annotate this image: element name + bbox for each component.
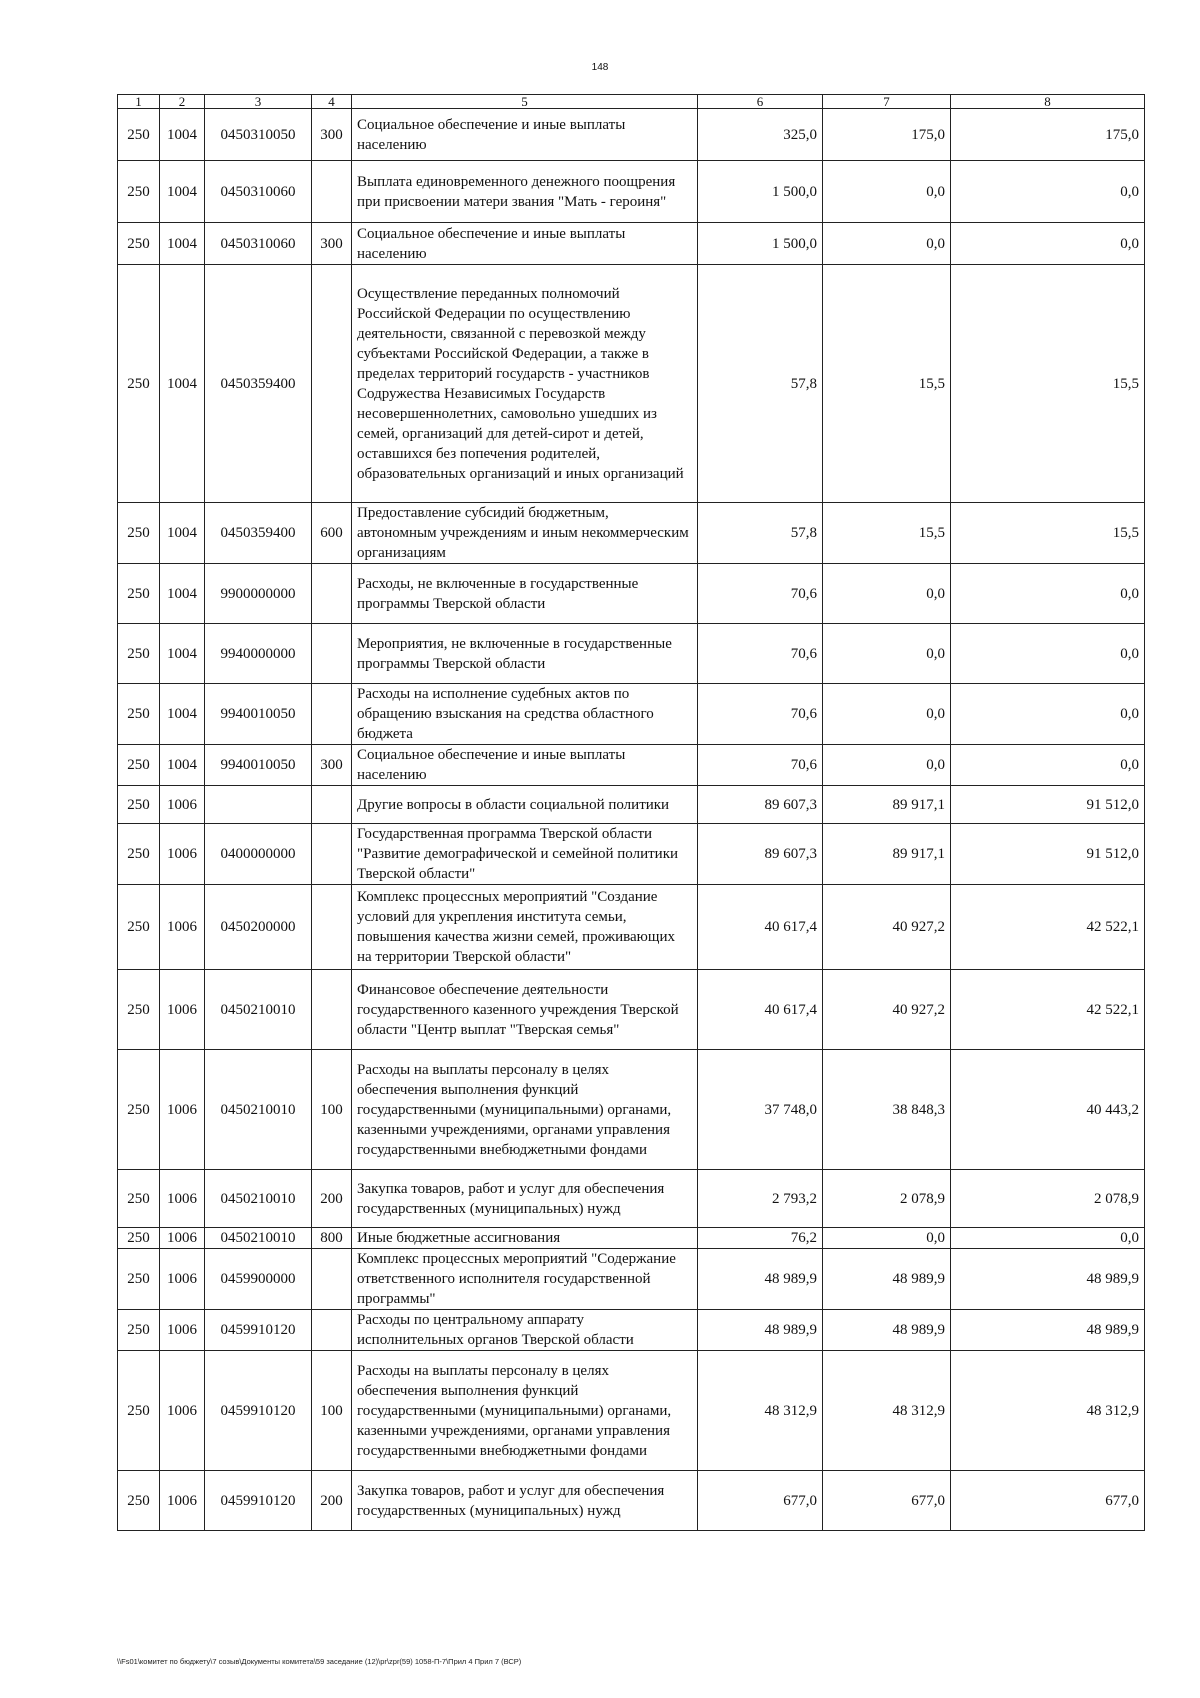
grbs-code-cell: 250 <box>118 684 160 745</box>
amount-col6-cell: 677,0 <box>698 1471 823 1531</box>
grbs-code-cell: 250 <box>118 885 160 970</box>
amount-col7-cell: 0,0 <box>823 1228 951 1249</box>
amount-col6-cell: 76,2 <box>698 1228 823 1249</box>
amount-col7-cell: 89 917,1 <box>823 786 951 824</box>
expense-type-cell <box>312 1310 352 1351</box>
amount-col6-cell: 2 793,2 <box>698 1170 823 1228</box>
target-article-cell: 0450210010 <box>205 1228 312 1249</box>
section-code-cell: 1006 <box>160 1310 205 1351</box>
table-row <box>118 1310 1145 1351</box>
amount-col6-cell: 325,0 <box>698 109 823 161</box>
expense-type-cell <box>312 265 352 503</box>
amount-col8-cell: 15,5 <box>951 503 1145 564</box>
grbs-code-cell: 250 <box>118 1050 160 1170</box>
amount-col6-cell: 70,6 <box>698 624 823 684</box>
amount-col8-cell: 0,0 <box>951 161 1145 223</box>
expense-type-cell: 100 <box>312 1351 352 1471</box>
amount-col7-cell: 48 989,9 <box>823 1249 951 1310</box>
description-cell: Государственная программа Тверской области "Развитие демографической и семейной политики Тверской области" <box>352 824 698 885</box>
grbs-code-cell: 250 <box>118 745 160 786</box>
grbs-code-cell: 250 <box>118 970 160 1050</box>
description-cell: Финансовое обеспечение деятельности государственного казенного учреждения Тверской области "Центр выплат "Тверская семья" <box>352 970 698 1050</box>
section-code-cell: 1006 <box>160 1249 205 1310</box>
description-cell: Иные бюджетные ассигнования <box>352 1228 698 1249</box>
section-code-cell: 1004 <box>160 161 205 223</box>
amount-col6-cell: 89 607,3 <box>698 824 823 885</box>
table-row <box>118 885 1145 970</box>
amount-col8-cell: 0,0 <box>951 624 1145 684</box>
table-row <box>118 109 1145 161</box>
amount-col6-cell: 48 989,9 <box>698 1249 823 1310</box>
column-header: 6 <box>698 95 823 109</box>
target-article-cell: 0450359400 <box>205 265 312 503</box>
description-cell: Комплекс процессных мероприятий "Создание условий для укрепления института семьи, повышения качества жизни семей, проживающих на территории Тверской области" <box>352 885 698 970</box>
amount-col7-cell: 89 917,1 <box>823 824 951 885</box>
amount-col8-cell: 48 989,9 <box>951 1310 1145 1351</box>
amount-col6-cell: 40 617,4 <box>698 970 823 1050</box>
amount-col6-cell: 48 312,9 <box>698 1351 823 1471</box>
table-row <box>118 1351 1145 1471</box>
section-code-cell: 1006 <box>160 1170 205 1228</box>
grbs-code-cell: 250 <box>118 1249 160 1310</box>
section-code-cell: 1004 <box>160 109 205 161</box>
description-cell: Закупка товаров, работ и услуг для обеспечения государственных (муниципальных) нужд <box>352 1471 698 1531</box>
amount-col7-cell: 0,0 <box>823 745 951 786</box>
section-code-cell: 1006 <box>160 885 205 970</box>
column-header: 2 <box>160 95 205 109</box>
grbs-code-cell: 250 <box>118 786 160 824</box>
target-article-cell: 0459910120 <box>205 1351 312 1471</box>
description-cell: Мероприятия, не включенные в государственные программы Тверской области <box>352 624 698 684</box>
grbs-code-cell: 250 <box>118 1228 160 1249</box>
amount-col7-cell: 48 312,9 <box>823 1351 951 1471</box>
grbs-code-cell: 250 <box>118 265 160 503</box>
column-header: 4 <box>312 95 352 109</box>
expense-type-cell <box>312 161 352 223</box>
description-cell: Предоставление субсидий бюджетным, автономным учреждениям и иным некоммерческим организациям <box>352 503 698 564</box>
target-article-cell <box>205 786 312 824</box>
target-article-cell: 0450310060 <box>205 161 312 223</box>
target-article-cell: 9940000000 <box>205 624 312 684</box>
expense-type-cell <box>312 624 352 684</box>
amount-col8-cell: 91 512,0 <box>951 786 1145 824</box>
section-code-cell: 1006 <box>160 786 205 824</box>
amount-col7-cell: 175,0 <box>823 109 951 161</box>
description-cell: Расходы, не включенные в государственные программы Тверской области <box>352 564 698 624</box>
amount-col8-cell: 48 312,9 <box>951 1351 1145 1471</box>
amount-col7-cell: 0,0 <box>823 624 951 684</box>
expense-type-cell <box>312 564 352 624</box>
grbs-code-cell: 250 <box>118 1170 160 1228</box>
amount-col7-cell: 2 078,9 <box>823 1170 951 1228</box>
amount-col8-cell: 0,0 <box>951 564 1145 624</box>
target-article-cell: 0450210010 <box>205 1050 312 1170</box>
description-cell: Расходы на выплаты персоналу в целях обеспечения выполнения функций государственными (муниципальными) органами, казенными учреждениями, органами управления государственными внебюджетными фондами <box>352 1351 698 1471</box>
table-row <box>118 161 1145 223</box>
description-cell: Другие вопросы в области социальной политики <box>352 786 698 824</box>
section-code-cell: 1004 <box>160 223 205 265</box>
column-header: 5 <box>352 95 698 109</box>
target-article-cell: 0459910120 <box>205 1471 312 1531</box>
footer-file-path: \\Fs01\комитет по бюджету\7 созыв\Документы комитета\59 заседание (12)\pr\zpr(59) 1058-П-7\Прил 4 Прил 7 (ВСР) <box>117 1657 522 1666</box>
expense-type-cell <box>312 970 352 1050</box>
target-article-cell: 9940010050 <box>205 745 312 786</box>
amount-col7-cell: 0,0 <box>823 161 951 223</box>
amount-col8-cell: 0,0 <box>951 223 1145 265</box>
grbs-code-cell: 250 <box>118 1351 160 1471</box>
grbs-code-cell: 250 <box>118 1471 160 1531</box>
table-row <box>118 1170 1145 1228</box>
target-article-cell: 0450310060 <box>205 223 312 265</box>
section-code-cell: 1004 <box>160 564 205 624</box>
expense-type-cell: 200 <box>312 1170 352 1228</box>
amount-col8-cell: 0,0 <box>951 684 1145 745</box>
target-article-cell: 0450210010 <box>205 970 312 1050</box>
expense-type-cell <box>312 885 352 970</box>
description-cell: Выплата единовременного денежного поощрения при присвоении матери звания "Мать - героиня" <box>352 161 698 223</box>
target-article-cell: 0450310050 <box>205 109 312 161</box>
amount-col7-cell: 677,0 <box>823 1471 951 1531</box>
table-row <box>118 684 1145 745</box>
amount-col8-cell: 15,5 <box>951 265 1145 503</box>
amount-col8-cell: 677,0 <box>951 1471 1145 1531</box>
table-row <box>118 745 1145 786</box>
section-code-cell: 1004 <box>160 684 205 745</box>
grbs-code-cell: 250 <box>118 161 160 223</box>
description-cell: Социальное обеспечение и иные выплаты населению <box>352 745 698 786</box>
amount-col8-cell: 0,0 <box>951 745 1145 786</box>
amount-col7-cell: 40 927,2 <box>823 885 951 970</box>
column-header: 1 <box>118 95 160 109</box>
table-row <box>118 786 1145 824</box>
grbs-code-cell: 250 <box>118 223 160 265</box>
amount-col6-cell: 1 500,0 <box>698 223 823 265</box>
section-code-cell: 1004 <box>160 624 205 684</box>
amount-col6-cell: 40 617,4 <box>698 885 823 970</box>
amount-col7-cell: 15,5 <box>823 265 951 503</box>
column-header: 7 <box>823 95 951 109</box>
expense-type-cell: 300 <box>312 745 352 786</box>
amount-col7-cell: 38 848,3 <box>823 1050 951 1170</box>
grbs-code-cell: 250 <box>118 503 160 564</box>
column-header: 8 <box>951 95 1145 109</box>
amount-col6-cell: 70,6 <box>698 684 823 745</box>
amount-col8-cell: 0,0 <box>951 1228 1145 1249</box>
description-cell: Социальное обеспечение и иные выплаты населению <box>352 109 698 161</box>
target-article-cell: 0400000000 <box>205 824 312 885</box>
target-article-cell: 9940010050 <box>205 684 312 745</box>
expense-type-cell: 600 <box>312 503 352 564</box>
section-code-cell: 1006 <box>160 1050 205 1170</box>
amount-col6-cell: 70,6 <box>698 564 823 624</box>
expense-type-cell: 800 <box>312 1228 352 1249</box>
section-code-cell: 1006 <box>160 824 205 885</box>
expense-type-cell <box>312 1249 352 1310</box>
grbs-code-cell: 250 <box>118 624 160 684</box>
section-code-cell: 1004 <box>160 503 205 564</box>
expense-type-cell: 300 <box>312 223 352 265</box>
section-code-cell: 1004 <box>160 745 205 786</box>
target-article-cell: 0450359400 <box>205 503 312 564</box>
grbs-code-cell: 250 <box>118 1310 160 1351</box>
table-row <box>118 265 1145 503</box>
description-cell: Расходы на выплаты персоналу в целях обеспечения выполнения функций государственными (муниципальными) органами, казенными учреждениями, органами управления государственными внебюджетными фондами <box>352 1050 698 1170</box>
description-cell: Комплекс процессных мероприятий "Содержание ответственного исполнителя государственной программы" <box>352 1249 698 1310</box>
page-number: 148 <box>591 62 609 73</box>
expense-type-cell: 100 <box>312 1050 352 1170</box>
description-cell: Социальное обеспечение и иные выплаты населению <box>352 223 698 265</box>
table-row <box>118 1050 1145 1170</box>
amount-col8-cell: 48 989,9 <box>951 1249 1145 1310</box>
table-row <box>118 1228 1145 1249</box>
target-article-cell: 0459900000 <box>205 1249 312 1310</box>
table-row <box>118 970 1145 1050</box>
grbs-code-cell: 250 <box>118 109 160 161</box>
expense-type-cell <box>312 684 352 745</box>
section-code-cell: 1006 <box>160 1351 205 1471</box>
section-code-cell: 1006 <box>160 970 205 1050</box>
table-row <box>118 1471 1145 1531</box>
table-row <box>118 503 1145 564</box>
section-code-cell: 1006 <box>160 1228 205 1249</box>
amount-col8-cell: 175,0 <box>951 109 1145 161</box>
amount-col6-cell: 70,6 <box>698 745 823 786</box>
amount-col7-cell: 48 989,9 <box>823 1310 951 1351</box>
description-cell: Осуществление переданных полномочий Российской Федерации по осуществлению деятельности, связанной с перевозкой между субъектами Российской Федерации, а также в пределах территорий государств - участников Содружества Независимых Государств несовершеннолетних, самовольно ушедших из семей, организаций для детей-сирот и детей, оставшихся без попечения родителей, образовательных организаций и иных организаций <box>352 265 698 503</box>
description-cell: Расходы по центральному аппарату исполнительных органов Тверской области <box>352 1310 698 1351</box>
table-row <box>118 1249 1145 1310</box>
amount-col8-cell: 40 443,2 <box>951 1050 1145 1170</box>
column-header: 3 <box>205 95 312 109</box>
amount-col6-cell: 57,8 <box>698 265 823 503</box>
table-row <box>118 624 1145 684</box>
budget-table <box>117 94 1145 1531</box>
column-number-header-row <box>118 95 1145 109</box>
amount-col6-cell: 89 607,3 <box>698 786 823 824</box>
expense-type-cell: 200 <box>312 1471 352 1531</box>
amount-col6-cell: 57,8 <box>698 503 823 564</box>
description-cell: Закупка товаров, работ и услуг для обеспечения государственных (муниципальных) нужд <box>352 1170 698 1228</box>
amount-col7-cell: 15,5 <box>823 503 951 564</box>
grbs-code-cell: 250 <box>118 824 160 885</box>
amount-col6-cell: 1 500,0 <box>698 161 823 223</box>
expense-type-cell <box>312 824 352 885</box>
amount-col7-cell: 0,0 <box>823 564 951 624</box>
amount-col8-cell: 42 522,1 <box>951 970 1145 1050</box>
amount-col8-cell: 91 512,0 <box>951 824 1145 885</box>
amount-col6-cell: 48 989,9 <box>698 1310 823 1351</box>
target-article-cell: 9900000000 <box>205 564 312 624</box>
table-row <box>118 223 1145 265</box>
table-row <box>118 824 1145 885</box>
expense-type-cell: 300 <box>312 109 352 161</box>
amount-col8-cell: 2 078,9 <box>951 1170 1145 1228</box>
grbs-code-cell: 250 <box>118 564 160 624</box>
section-code-cell: 1006 <box>160 1471 205 1531</box>
target-article-cell: 0450200000 <box>205 885 312 970</box>
description-cell: Расходы на исполнение судебных актов по обращению взыскания на средства областного бюджета <box>352 684 698 745</box>
amount-col7-cell: 40 927,2 <box>823 970 951 1050</box>
expense-type-cell <box>312 786 352 824</box>
table-row <box>118 564 1145 624</box>
amount-col7-cell: 0,0 <box>823 223 951 265</box>
target-article-cell: 0450210010 <box>205 1170 312 1228</box>
amount-col6-cell: 37 748,0 <box>698 1050 823 1170</box>
target-article-cell: 0459910120 <box>205 1310 312 1351</box>
amount-col7-cell: 0,0 <box>823 684 951 745</box>
section-code-cell: 1004 <box>160 265 205 503</box>
amount-col8-cell: 42 522,1 <box>951 885 1145 970</box>
